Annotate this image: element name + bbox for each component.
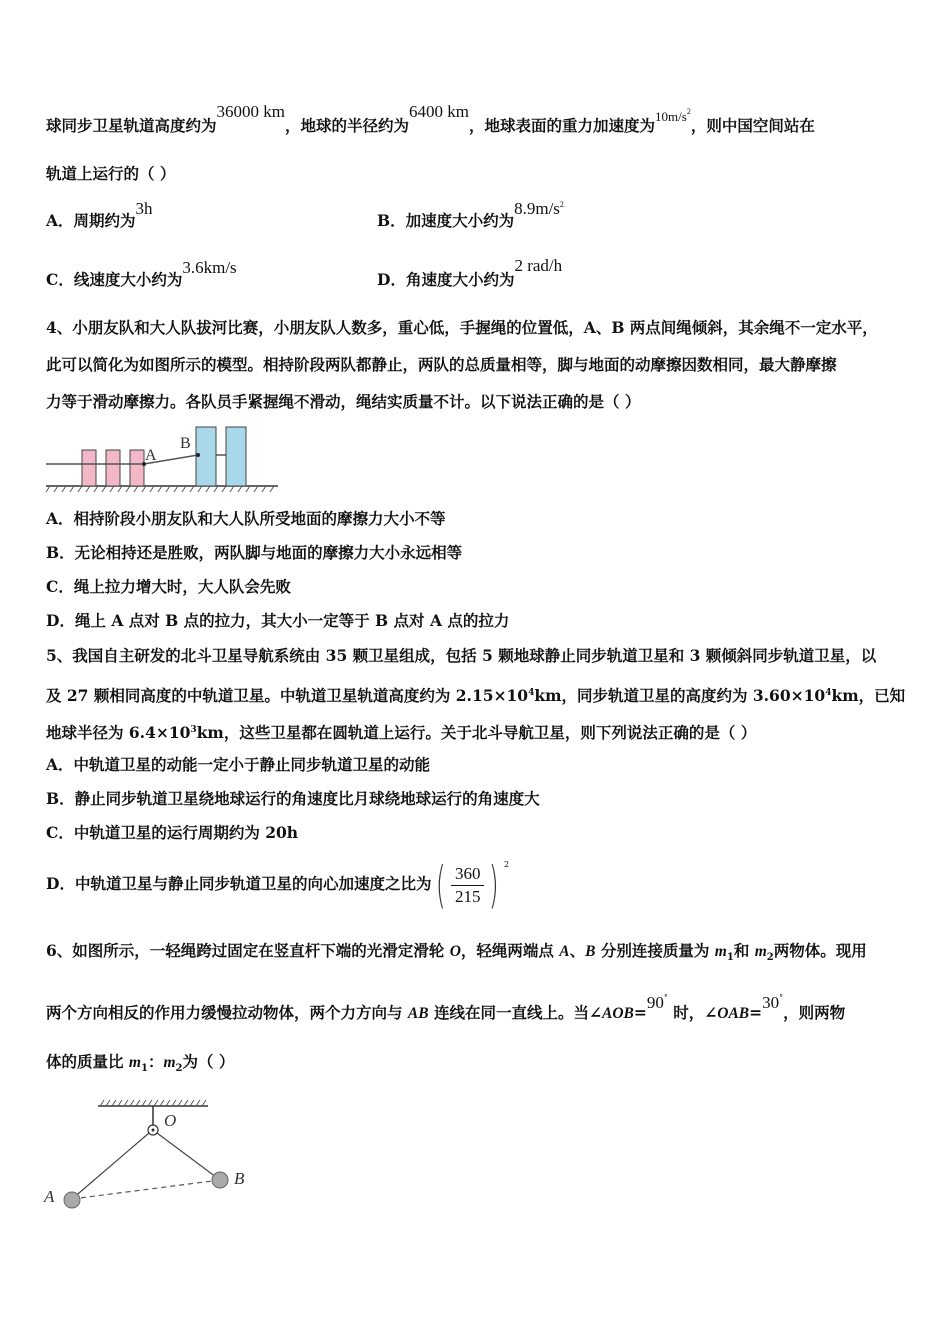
q5-option-d: [46, 858, 509, 913]
subscript: 1: [140, 1063, 148, 1075]
var-m2: m: [163, 1054, 176, 1071]
q4-option-a: A．相持阶段小朋友队和大人队所受地面的摩擦力大小不等: [46, 509, 446, 528]
fraction-denominator: 215: [454, 886, 481, 906]
q3-option-b-unit: 8.9m/s: [514, 199, 560, 218]
child-block-1: [82, 450, 96, 486]
q5-exponent: 4: [825, 688, 832, 698]
q3-option-b-label: B．加速度大小约为: [377, 211, 515, 230]
q6-text: ：: [147, 1052, 164, 1071]
q3-option-d-value: 2 rad/h: [514, 256, 563, 275]
var-m2: m: [754, 943, 767, 960]
right-paren: ): [489, 856, 500, 914]
label-b: B: [234, 1169, 245, 1188]
subscript: 2: [175, 1063, 183, 1075]
q3-text: ，地球的半径约为: [285, 116, 410, 135]
q6-text: 两个方向相反的作用力缓慢拉动物体，两个力方向与: [46, 1003, 408, 1022]
q6-text: 体的质量比: [46, 1052, 129, 1071]
child-block-2: [106, 450, 120, 486]
q6-text: 和: [733, 941, 755, 960]
degree-sign: °: [663, 993, 668, 1002]
q3-g-value: [655, 109, 691, 124]
var-oab: OAB: [717, 1005, 750, 1022]
q5-exponent: 4: [528, 688, 535, 698]
q6-text: =: [749, 1003, 763, 1022]
q3-option-b-value: [514, 199, 564, 218]
q6-text: 分别连接质量为: [595, 941, 715, 960]
q3-option-b-exponent: 2: [559, 200, 564, 209]
q4-line2: 此可以简化为如图所示的模型。相持阶段两队都静止，两队的总质量相等，脚与地面的动摩擦因数相同，最大静摩擦: [46, 355, 837, 374]
var-m1: m: [714, 943, 727, 960]
q3-g-exponent: 2: [686, 107, 691, 116]
q5-line3: [46, 720, 756, 743]
subscript: 1: [726, 952, 734, 964]
q5-text: km，同步轨道卫星的高度约为 3.60×10: [534, 686, 826, 706]
q3-g-unit: 10m/s: [655, 109, 687, 124]
q5-option-c: C．中轨道卫星的运行周期约为 20h: [46, 823, 299, 842]
q5-exponent: 3: [190, 725, 197, 735]
left-paren: (: [436, 856, 447, 914]
fraction: [451, 863, 485, 908]
q3-text: 球同步卫星轨道高度约为: [46, 116, 217, 135]
q3-option-d: [377, 256, 563, 290]
var-a: A: [559, 943, 570, 960]
rope-ob: [157, 1133, 220, 1180]
q5-text: km，这些卫星都在圆轨道上运行。关于北斗导航卫星，则下列说法正确的是（ ）: [196, 723, 757, 743]
fraction-exponent: 2: [503, 860, 510, 869]
q3-text: ，地球表面的重力加速度为: [469, 116, 656, 135]
q5-text: 地球半径为 6.4×10: [46, 723, 191, 743]
q6-line3: [46, 1052, 234, 1079]
q5-option-d-label: D．中轨道卫星与静止同步轨道卫星的向心加速度之比为: [46, 874, 432, 893]
child-block-3: [130, 450, 144, 486]
q5-line2: [46, 683, 905, 706]
q3-option-b: [377, 199, 564, 234]
degree-sign: °: [779, 993, 784, 1002]
var-o: O: [449, 943, 461, 960]
q4-option-d: D．绳上 A 点对 B 点的拉力，其大小一定等于 B 点对 A 点的拉力: [46, 611, 510, 630]
q6-text: 连线在同一直线上。当∠: [428, 1003, 602, 1022]
q4-option-c: C．绳上拉力增大时，大人队会先败: [46, 577, 291, 596]
ball-b: [212, 1172, 228, 1188]
q3-option-c: [46, 258, 237, 290]
q6-text: ，则两物: [783, 1003, 846, 1022]
pulley-axle: [152, 1129, 155, 1132]
q3-line2: 轨道上运行的（ ）: [46, 164, 176, 183]
q5-text: km，已知: [831, 686, 906, 706]
q3-line1: [46, 102, 815, 139]
q6-line2: [46, 993, 846, 1026]
q6-text: =: [633, 1003, 647, 1022]
pulley-figure: [40, 1094, 265, 1220]
dashed-line-ab: [72, 1180, 220, 1199]
q3-option-a-value: 3h: [135, 199, 153, 218]
point-b-dot: [196, 453, 200, 457]
rope-oa: [72, 1133, 149, 1199]
q3-option-d-label: D．角速度大小约为: [377, 270, 515, 289]
q4-line3: 力等于滑动摩擦力。各队员手紧握绳不滑动，绳结实质量不计。以下说法正确的是（ ）: [46, 392, 641, 411]
q3-option-a-label: A．周期约为: [46, 211, 136, 230]
q6-text: 、: [569, 941, 586, 960]
q6-text: 两物体。现用: [773, 941, 867, 960]
ceiling-hatch: [100, 1100, 206, 1106]
q3-radius-value: 6400 km: [409, 102, 469, 121]
angle-oab-value: 30: [762, 993, 780, 1012]
ground-hatch: [46, 486, 274, 492]
adult-block-2: [226, 427, 246, 486]
var-ab: AB: [407, 1005, 429, 1022]
label-a: A: [145, 447, 157, 464]
angle-aob-value: 90: [646, 993, 664, 1012]
q3-option-c-value: 3.6km/s: [182, 258, 237, 277]
q5-option-b: B．静止同步轨道卫星绕地球运行的角速度比月球绕地球运行的角速度大: [46, 789, 540, 808]
tug-of-war-figure: [44, 422, 280, 494]
q5-text: 及 27 颗相同高度的中轨道卫星。中轨道卫星轨道高度约为 2.15×10: [46, 686, 529, 706]
q4-line1: 4、小朋友队和大人队拔河比赛，小朋友队人数多，重心低，手握绳的位置低，A、B 两点间绳倾斜，其余绳不一定水平，: [46, 318, 878, 337]
var-m1: m: [128, 1054, 141, 1071]
label-o: O: [164, 1111, 177, 1130]
q3-height-value: 36000 km: [216, 102, 285, 121]
q3-option-c-label: C．线速度大小约为: [46, 270, 183, 289]
label-b: B: [180, 435, 191, 452]
subscript: 2: [766, 952, 774, 964]
q3-text: ，则中国空间站在: [690, 116, 815, 135]
q3-option-a: [46, 199, 153, 231]
q6-text: 6、如图所示，一轻绳跨过固定在竖直杆下端的光滑定滑轮: [46, 941, 450, 960]
q5-option-a: A．中轨道卫星的动能一定小于静止同步轨道卫星的动能: [46, 755, 431, 774]
q5-line1: 5、我国自主研发的北斗卫星导航系统由 35 颗卫星组成，包括 5 颗地球静止同步轨道卫星和 3 颗倾斜同步轨道卫星，以: [46, 646, 877, 665]
var-aob: AOB: [601, 1005, 634, 1022]
q6-text: 时，∠: [667, 1003, 718, 1022]
ball-a: [64, 1192, 80, 1208]
q6-line1: [46, 941, 867, 968]
var-b: B: [585, 943, 596, 960]
q4-option-b: B．无论相持还是胜败，两队脚与地面的摩擦力大小永远相等: [46, 543, 463, 562]
fraction-numerator: 360: [451, 863, 485, 886]
q6-text: 为（ ）: [182, 1052, 235, 1071]
q6-text: ，轻绳两端点: [460, 941, 560, 960]
label-a: A: [44, 1187, 55, 1206]
